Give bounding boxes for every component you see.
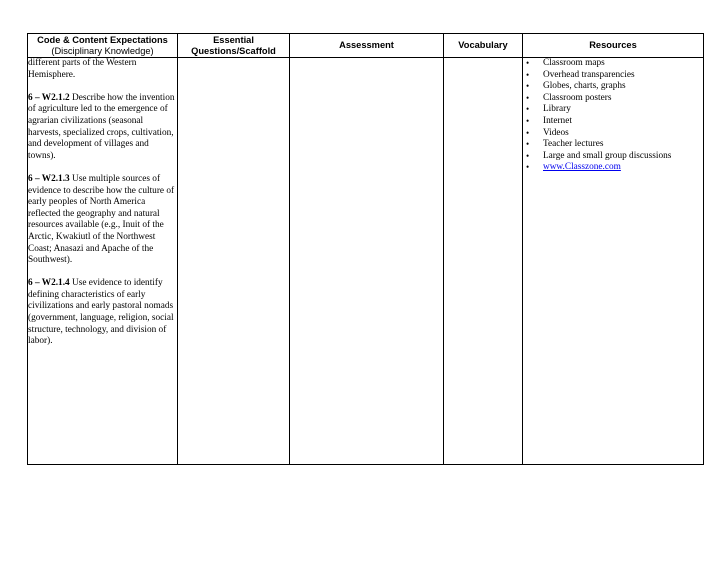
resource-item: • Teacher lectures [526, 139, 604, 150]
bullet-icon: • [526, 150, 530, 161]
essential-questions-cell [178, 58, 290, 465]
header-essential-questions [178, 34, 290, 58]
bullet-icon: • [526, 115, 530, 126]
standard-text: Use multiple sources of evidence to describe how the culture of early peoples of North America reflected the geography and natural resources available (e.g., Inuit of the Arctic, Kwakiutl of the Northwest Coast; Anasazi and Apache of the Southwest). [28, 173, 175, 266]
resource-item: • Library [526, 104, 571, 115]
header-assessment: Assessment [290, 34, 444, 58]
vocabulary-cell [444, 58, 523, 465]
resource-item: • Overhead transparencies [526, 69, 635, 80]
standard-text: Describe how the invention of agriculture led to the emergence of agrarian civilizations (seasonal harvests, specialized crops, cultivation, and development of villages and towns). [28, 92, 175, 161]
resource-item: • Internet [526, 115, 572, 126]
standard-code: 6 – W2.1.2 [28, 92, 70, 103]
standard-item [28, 174, 177, 267]
code-content-cell [28, 58, 178, 465]
standard-code: 6 – W2.1.3 [28, 173, 70, 184]
header-code-subtitle: (Disciplinary Knowledge) [51, 45, 154, 56]
header-resources: Resources [523, 34, 704, 58]
resource-item [523, 162, 703, 174]
curriculum-table [27, 33, 704, 465]
standard-text: Use evidence to identify defining characteristics of early civilizations and early pastoral nomads (government, language, religion, social structure, technology, and division of labor). [28, 278, 174, 347]
resource-item: • Classroom posters [526, 92, 612, 103]
resource-item: • Globes, charts, graphs [526, 81, 626, 92]
bullet-icon: • [526, 162, 530, 173]
resource-item: • Classroom maps [526, 58, 605, 68]
content-row [28, 58, 704, 465]
bullet-icon: • [526, 139, 530, 150]
bullet-icon: • [526, 81, 530, 92]
bullet-icon: • [526, 58, 530, 68]
header-code-title: Code & Content Expectations [37, 34, 168, 45]
standard-item [28, 278, 177, 348]
resources-list [523, 58, 703, 174]
standard-item [28, 93, 177, 163]
bullet-icon: • [526, 92, 530, 103]
header-vocabulary: Vocabulary [444, 34, 523, 58]
bullet-icon: • [526, 127, 530, 138]
bullet-icon: • [526, 69, 530, 80]
header-row [28, 34, 704, 58]
resources-cell [523, 58, 704, 465]
header-code-content [28, 34, 178, 58]
header-essential-line1: Essential [213, 34, 254, 45]
assessment-cell [290, 58, 444, 465]
classzone-link[interactable]: www.Classzone.com [543, 162, 621, 173]
bullet-icon: • [526, 104, 530, 115]
standard-code: 6 – W2.1.4 [28, 278, 70, 289]
resource-item: • Large and small group discussions [526, 150, 672, 161]
resource-item: • Videos [526, 127, 569, 138]
code-intro-text: different parts of the Western Hemisphere. [28, 58, 137, 80]
header-essential-line2: Questions/Scaffold [191, 45, 276, 56]
